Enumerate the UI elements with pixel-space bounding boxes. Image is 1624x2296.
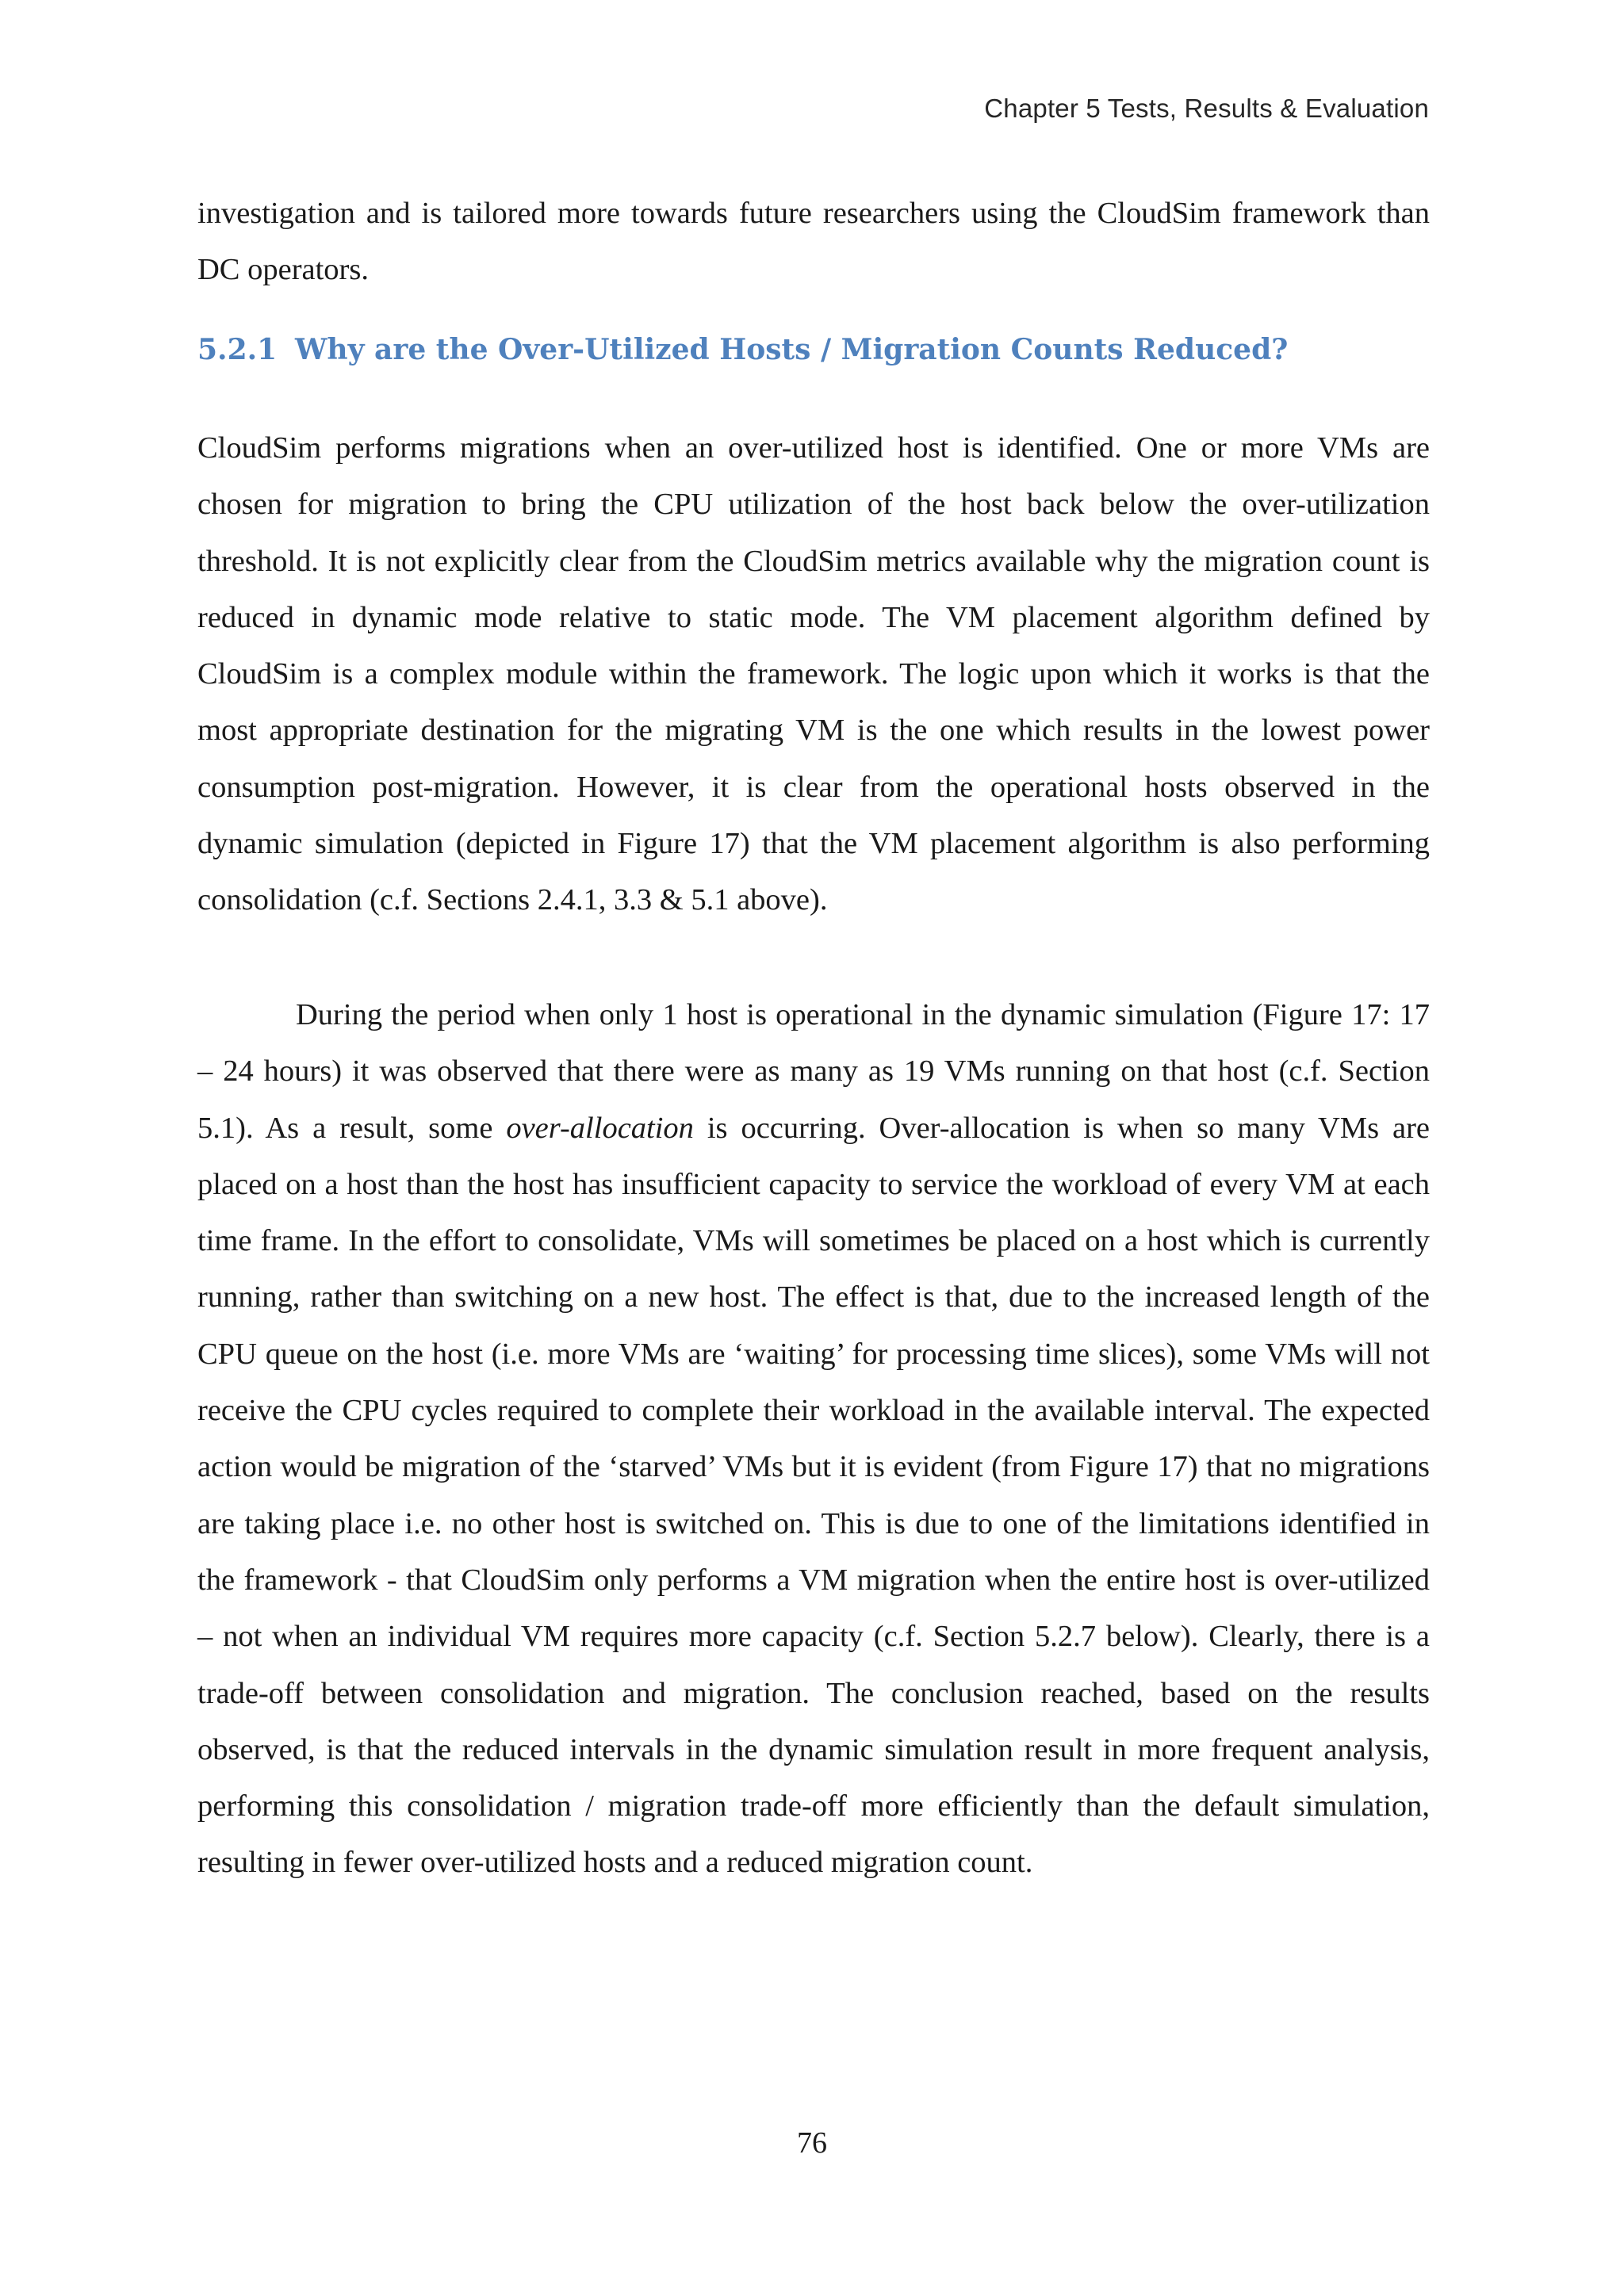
body-paragraph-2 bbox=[197, 987, 1430, 1892]
page-number: 76 bbox=[797, 2126, 827, 2160]
section-heading bbox=[197, 333, 1430, 366]
intro-paragraph: investigation and is tailored more towards future researchers using the CloudSim framework than DC operators. bbox=[197, 197, 1430, 287]
section-number: 5.2.1 bbox=[197, 333, 278, 366]
paragraph-2-text-end: is occurring. Over-allocation is when so many VMs are placed on a host than the host has insufficient capacity to service the workload of every VM at each time frame. In the effort to consolidate, VMs will sometimes be placed on a host which is currently running, rather than switching on a new host. The effect is that, due to the increased length of the CPU queue on the host (i.e. more VMs are ‘waiting’ for processing time slices), some VMs will not receive the CPU cycles required to complete their workload in the available interval. The expected action would be migration of the ‘starved’ VMs but it is evident (from Figure 17) that no migrations are taking place i.e. no other host is switched on. This is due to one of the limitations identified in the framework - that CloudSim only performs a VM migration when the entire host is over-utilized – not when an individual VM requires more capacity (c.f. Section 5.2.7 below). Clearly, there is a trade-off between consolidation and migration. The conclusion reached, based on the results observed, is that the reduced intervals in the dynamic simulation result in more frequent analysis, performing this consolidation / migration trade-off more efficiently than the default simulation, resulting in fewer over-utilized hosts and a reduced migration count. bbox=[197, 1111, 1430, 1880]
body-paragraph-1: CloudSim performs migrations when an over-utilized host is identified. One or more VMs are chosen for migration to bring the CPU utilization of the host back below the over-utilization threshold. It is not explicitly clear from the CloudSim metrics available why the migration count is reduced in dynamic mode relative to static mode. The VM placement algorithm defined by CloudSim is a complex module within the framework. The logic upon which it works is that the most appropriate destination for the migrating VM is the one which results in the lowest power consumption post-migration. However, it is clear from the operational hosts observed in the dynamic simulation (depicted in Figure 17) that the VM placement algorithm is also performing consolidation (c.f. Sections 2.4.1, 3.3 & 5.1 above). bbox=[197, 431, 1430, 917]
running-header: Chapter 5 Tests, Results & Evaluation bbox=[984, 94, 1429, 123]
section-title: Why are the Over-Utilized Hosts / Migration Counts Reduced? bbox=[295, 333, 1289, 366]
paragraph-2-text-start: During the period when only 1 host is operational in the dynamic simulation (Figure 17: 17 – 24 hours) it was observed that there were as many as 19 VMs running on that host (c.f. Section 5.1). As a result, some bbox=[197, 998, 1430, 1145]
emphasis-term: over-allocation bbox=[506, 1111, 694, 1145]
